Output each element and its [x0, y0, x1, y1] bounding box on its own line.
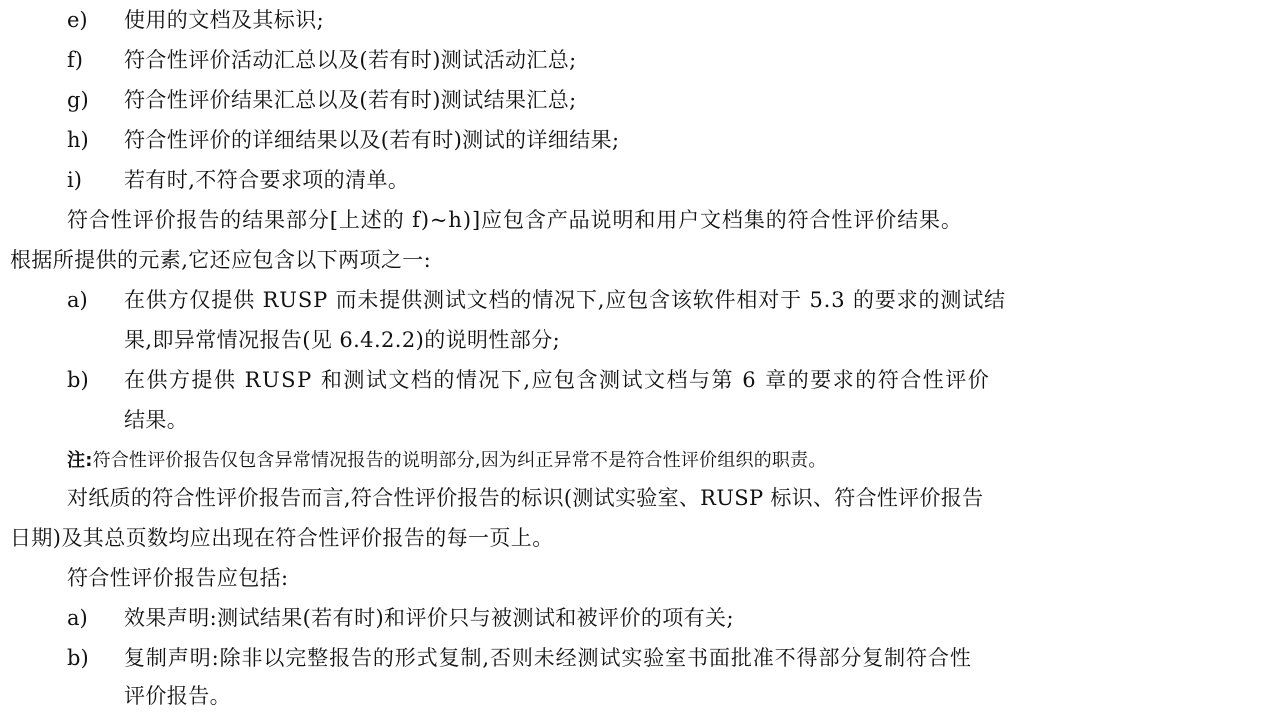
note-prefix: 注:	[67, 450, 93, 471]
paragraph-line: 对纸质的符合性评价报告而言,符合性评价报告的标识(测试实验室、RUSP 标识、符合性评价报告	[67, 486, 984, 510]
list-item-text: 效果声明:测试结果(若有时)和评价只与被测试和被评价的项有关;	[124, 606, 734, 630]
paragraph-line: 符合性评价报告的结果部分[上述的 f)~h)]应包含产品说明和用户文档集的符合性评价结果。	[67, 208, 963, 232]
note-text: 符合性评价报告仅包含异常情况报告的说明部分,因为纠正异常不是符合性评价组织的职责。	[92, 450, 827, 471]
paragraph-line: 根据所提供的元素,它还应包含以下两项之一:	[10, 248, 432, 272]
list-item-label: a)	[67, 606, 88, 630]
list-item-label: i)	[67, 168, 82, 192]
list-item-text-continued: 评价报告。	[124, 684, 231, 708]
list-item-text: 符合性评价活动汇总以及(若有时)测试活动汇总;	[124, 48, 577, 72]
paragraph-line: 日期)及其总页数均应出现在符合性评价报告的每一页上。	[10, 526, 554, 550]
paragraph-line: 符合性评价报告应包括:	[67, 566, 289, 590]
list-item-label: h)	[67, 128, 89, 152]
list-item-text: 在供方提供 RUSP 和测试文档的情况下,应包含测试文档与第 6 章的要求的符合性评价	[124, 368, 991, 392]
list-item-label: a)	[67, 288, 88, 312]
list-item-text: 符合性评价结果汇总以及(若有时)测试结果汇总;	[124, 88, 577, 112]
list-item-label: e)	[67, 8, 88, 32]
list-item-text: 使用的文档及其标识;	[124, 8, 325, 32]
list-item-text-continued: 结果。	[124, 408, 189, 432]
list-item-text: 若有时,不符合要求项的清单。	[124, 168, 410, 192]
note	[67, 449, 827, 473]
list-item-text: 复制声明:除非以完整报告的形式复制,否则未经测试实验室书面批准不得部分复制符合性	[124, 646, 972, 670]
list-item-label: b)	[67, 368, 89, 392]
list-item-label: b)	[67, 646, 89, 670]
list-item-text: 在供方仅提供 RUSP 而未提供测试文档的情况下,应包含该软件相对于 5.3 的要求的测试结	[124, 288, 1006, 312]
list-item-text-continued: 果,即异常情况报告(见 6.4.2.2)的说明性部分;	[124, 328, 561, 352]
list-item-label: f)	[67, 48, 83, 72]
list-item-label: g)	[67, 88, 89, 112]
list-item-text: 符合性评价的详细结果以及(若有时)测试的详细结果;	[124, 128, 620, 152]
